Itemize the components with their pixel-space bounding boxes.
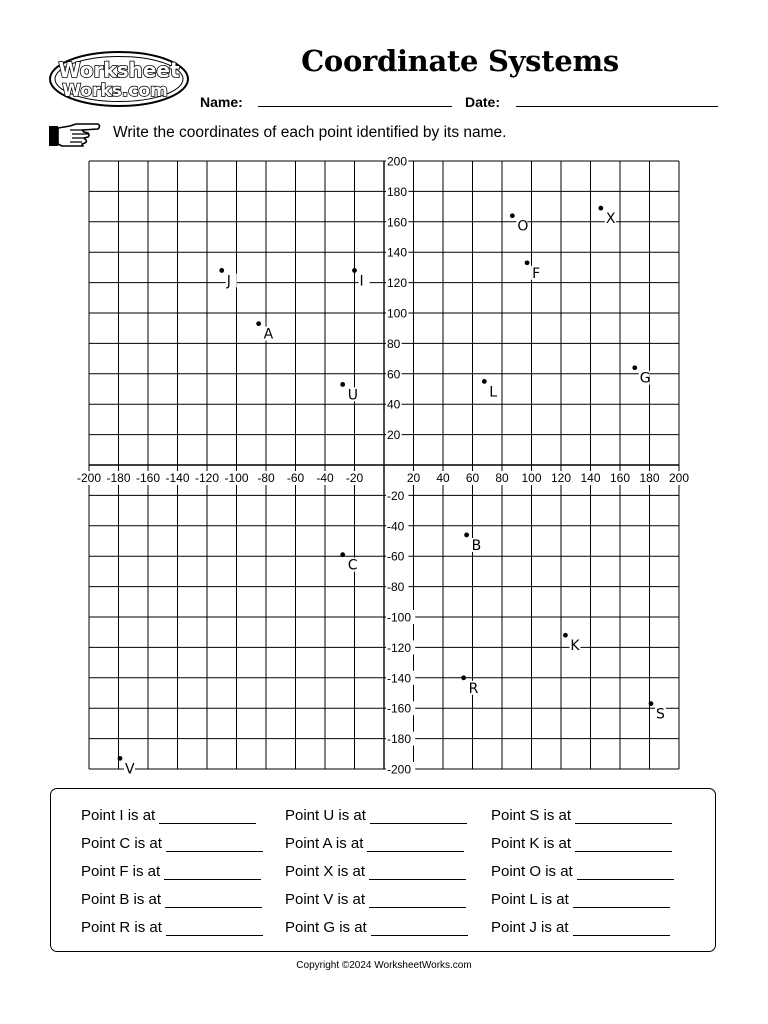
x-tick-label: 200 xyxy=(668,471,690,485)
point-f-dot xyxy=(525,260,530,265)
y-tick-label: 20 xyxy=(387,428,401,443)
answer-prompt: Point J is at xyxy=(491,919,569,936)
answer-prompt: Point U is at xyxy=(285,807,366,824)
point-x-label: X xyxy=(605,211,616,228)
answer-blank[interactable] xyxy=(159,805,256,824)
answer-box xyxy=(50,788,716,952)
answer-item xyxy=(81,805,256,824)
answer-row xyxy=(51,833,715,853)
point-s-label: S xyxy=(655,706,665,723)
point-j-dot xyxy=(219,268,224,273)
answer-item xyxy=(285,889,466,908)
answer-blank[interactable] xyxy=(369,889,466,908)
answer-prompt: Point I is at xyxy=(81,807,156,824)
answer-item xyxy=(81,917,263,936)
answer-row xyxy=(51,805,715,825)
x-tick-label: 160 xyxy=(609,471,631,485)
point-i-dot xyxy=(352,268,357,273)
point-a-label: A xyxy=(263,326,274,343)
answer-row xyxy=(51,917,715,937)
answer-item xyxy=(285,861,466,880)
answer-prompt: Point F is at xyxy=(81,863,161,880)
point-b-label: B xyxy=(471,537,482,554)
answer-item xyxy=(81,861,261,880)
point-r-dot xyxy=(461,675,466,680)
point-g-label: G xyxy=(639,370,651,387)
x-tick-label: 20 xyxy=(406,471,421,485)
x-tick-label: -140 xyxy=(165,471,190,485)
point-a-dot xyxy=(256,321,261,326)
date-label: Date: xyxy=(465,94,501,110)
answer-prompt: Point V is at xyxy=(285,891,366,908)
answer-blank[interactable] xyxy=(164,861,261,880)
answer-prompt: Point B is at xyxy=(81,891,162,908)
answer-prompt: Point C is at xyxy=(81,835,162,852)
point-l-dot xyxy=(482,379,487,384)
y-tick-label: -80 xyxy=(387,580,405,595)
y-tick-label: -60 xyxy=(387,549,405,564)
point-g-dot xyxy=(632,365,637,370)
answer-blank[interactable] xyxy=(165,889,262,908)
answer-item xyxy=(491,861,674,880)
y-tick-label: 120 xyxy=(387,276,408,291)
instruction-text: Write the coordinates of each point identified by its name. xyxy=(113,124,507,141)
answer-item xyxy=(285,833,464,852)
x-tick-label: -160 xyxy=(135,471,161,485)
y-tick-label: -20 xyxy=(387,488,405,503)
answer-item xyxy=(491,833,672,852)
point-i-label: I xyxy=(359,273,364,290)
answer-prompt: Point R is at xyxy=(81,919,162,936)
answer-item xyxy=(491,917,670,936)
answer-item xyxy=(81,889,262,908)
copyright: Copyright ©2024 WorksheetWorks.com xyxy=(296,960,472,971)
y-tick-label: 200 xyxy=(387,154,408,169)
y-tick-label: 100 xyxy=(387,306,408,321)
answer-blank[interactable] xyxy=(575,805,672,824)
answer-blank[interactable] xyxy=(577,861,674,880)
y-tick-label: -180 xyxy=(387,732,412,747)
x-tick-label: 60 xyxy=(465,471,480,485)
y-tick-label: -120 xyxy=(387,640,412,655)
point-c-dot xyxy=(340,552,345,557)
point-u-label: U xyxy=(347,387,358,404)
answer-prompt: Point L is at xyxy=(491,891,569,908)
x-tick-label: 80 xyxy=(495,471,509,485)
page-title: Coordinate Systems xyxy=(301,44,619,78)
answer-prompt: Point G is at xyxy=(285,919,367,936)
answer-prompt: Point A is at xyxy=(285,835,364,852)
x-tick-label: 100 xyxy=(521,471,542,485)
point-v-label: V xyxy=(124,761,135,778)
point-x-dot xyxy=(598,206,603,211)
answer-prompt: Point S is at xyxy=(491,807,572,824)
answer-item xyxy=(285,917,468,936)
x-tick-label: -80 xyxy=(257,471,275,485)
x-tick-label: -180 xyxy=(106,471,131,485)
name-label: Name: xyxy=(200,94,243,110)
point-k-label: K xyxy=(570,638,580,655)
x-tick-label: -120 xyxy=(194,471,220,485)
x-tick-label: -60 xyxy=(286,471,305,485)
answer-item xyxy=(81,833,263,852)
answer-row xyxy=(51,889,715,909)
logo-line2: Works.com xyxy=(62,81,168,101)
x-tick-label: 40 xyxy=(436,471,450,485)
answer-blank[interactable] xyxy=(369,861,466,880)
y-tick-label: 80 xyxy=(387,336,401,351)
answer-blank[interactable] xyxy=(166,917,263,936)
point-c-label: C xyxy=(347,557,358,574)
logo-line1: Worksheet xyxy=(58,58,180,82)
x-tick-label: -200 xyxy=(76,471,102,485)
answer-item xyxy=(491,805,672,824)
answer-blank[interactable] xyxy=(166,833,263,852)
y-tick-label: 40 xyxy=(387,397,401,412)
y-tick-label: -40 xyxy=(387,519,405,534)
x-tick-label: 140 xyxy=(580,471,601,485)
answer-blank[interactable] xyxy=(367,833,464,852)
point-f-label: F xyxy=(532,265,541,282)
y-tick-label: 60 xyxy=(387,367,401,382)
y-tick-label: -160 xyxy=(387,701,412,716)
point-k-dot xyxy=(563,633,568,638)
y-tick-label: 140 xyxy=(387,245,408,260)
x-tick-label: -100 xyxy=(224,471,249,485)
answer-row xyxy=(51,861,715,881)
answer-item xyxy=(285,805,467,824)
y-tick-label: -100 xyxy=(387,610,412,625)
point-o-label: O xyxy=(517,218,529,235)
point-v-dot xyxy=(118,756,123,761)
x-tick-label: -20 xyxy=(345,471,364,485)
answer-prompt: Point X is at xyxy=(285,863,366,880)
answer-blank[interactable] xyxy=(370,805,467,824)
x-tick-label: 180 xyxy=(639,471,660,485)
x-tick-labels xyxy=(74,471,690,485)
answer-blank[interactable] xyxy=(575,833,672,852)
point-o-dot xyxy=(510,213,515,218)
answer-blank[interactable] xyxy=(371,917,468,936)
point-j-label: J xyxy=(226,273,231,290)
y-tick-label: 180 xyxy=(387,184,408,199)
point-b-dot xyxy=(464,533,469,538)
answer-prompt: Point K is at xyxy=(491,835,572,852)
answer-prompt: Point O is at xyxy=(491,863,573,880)
answer-blank[interactable] xyxy=(573,889,670,908)
point-u-dot xyxy=(340,382,345,387)
answer-item xyxy=(491,889,670,908)
answer-blank[interactable] xyxy=(573,917,670,936)
point-s-dot xyxy=(649,701,654,706)
y-tick-label: -200 xyxy=(387,762,412,777)
point-r-label: R xyxy=(468,680,479,697)
point-l-label: L xyxy=(489,384,498,401)
x-tick-label: 120 xyxy=(550,471,572,485)
x-tick-label: -40 xyxy=(316,471,334,485)
y-tick-label: -140 xyxy=(387,671,412,686)
y-tick-label: 160 xyxy=(387,215,408,230)
